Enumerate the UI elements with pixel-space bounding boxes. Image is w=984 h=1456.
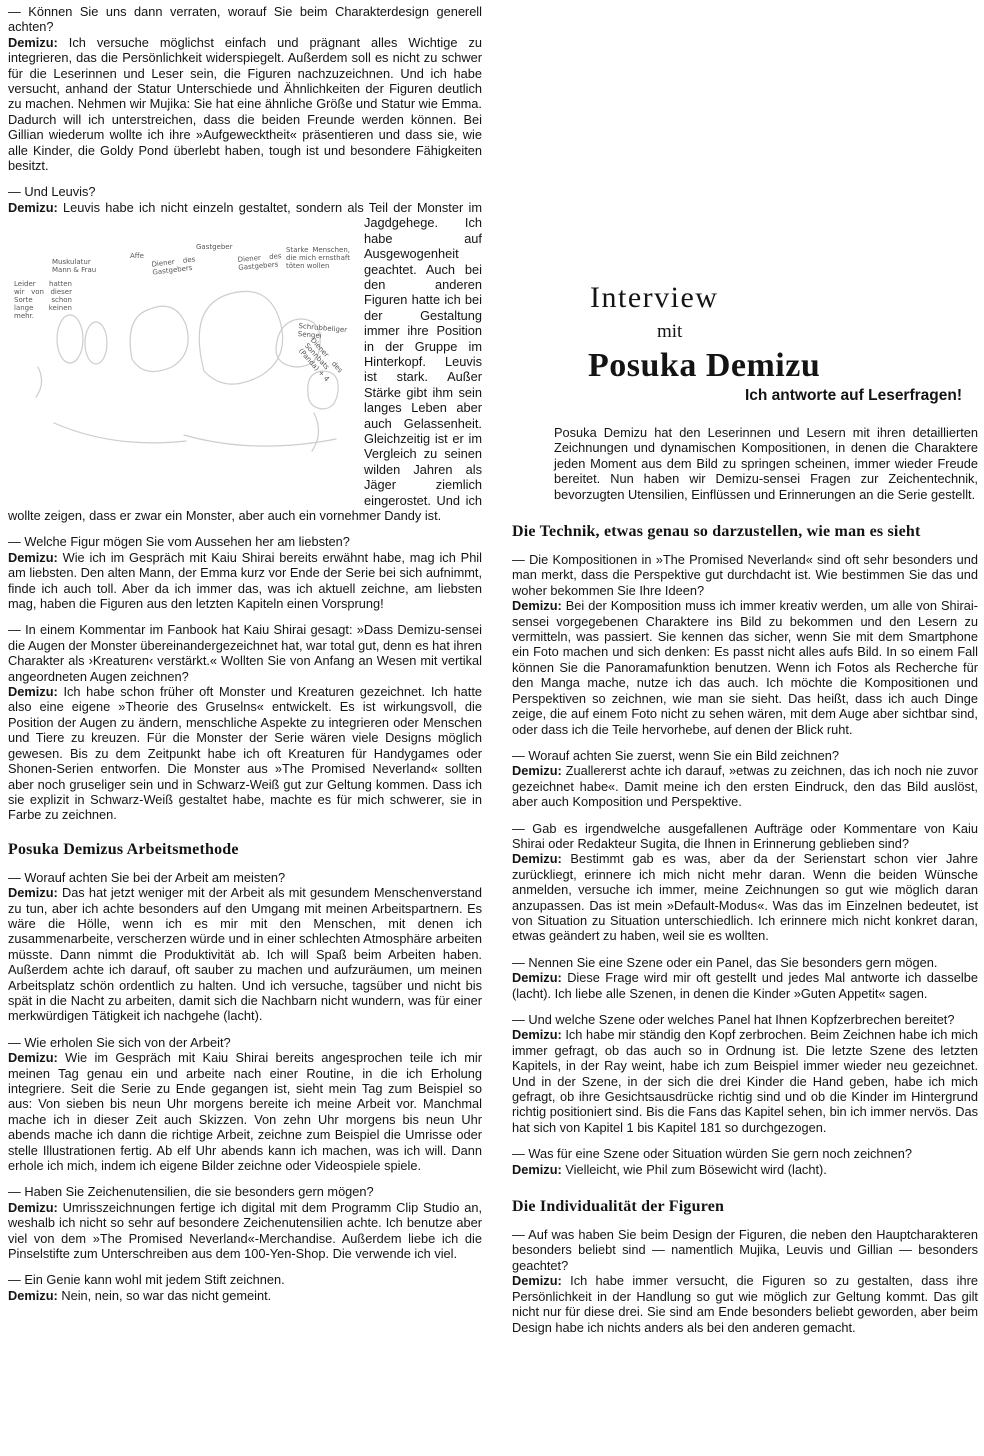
question: — In einem Kommentar im Fanbook hat Kaiu Shirai gesagt: »Dass Demizu-sensei die Augen der Monster übereinandergezeichnet hat, war total gut, denn es hat ihren Charakter als ›Kreaturen‹ verstärkt.« Wollten Sie von Anfang an Wesen mit vertikal angeordneten Augen zeichnen?: [8, 622, 482, 684]
answer-text: Bestimmt gab es was, aber da der Serienstart schon vier Jahre zurückliegt, erinnere ich mich nicht mehr daran. Wenn die beiden Wünsche anmelden, versuche ich immer, meine Zeichnungen so gut wie möglich daran anzupassen. Das ist mein »Default-Modus«. Was das im Einzelnen bedeutet, ist von Situation zu Situation unterschiedlich. Ich erinnere mich nicht konkret daran, etwas geändert zu haben, weil sie es wollten.: [512, 851, 978, 944]
question: — Was für eine Szene oder Situation würden Sie gern noch zeichnen?: [512, 1146, 913, 1162]
speaker-label: Demizu:: [512, 1027, 562, 1043]
answer: [512, 1273, 978, 1335]
answer: [8, 1288, 482, 1303]
answer: [8, 885, 482, 1024]
question: — Worauf achten Sie zuerst, wenn Sie ein Bild zeichnen?: [512, 747, 839, 763]
answer: [512, 851, 978, 943]
answer: [512, 598, 978, 737]
speaker-label: Demizu:: [8, 885, 58, 901]
sketch-caption: Diener des Sonnbats (Panda) + 4: [297, 336, 345, 384]
speaker-label: Demizu:: [512, 598, 562, 614]
answer-text: Nein, nein, so war das nicht gemeint.: [61, 1287, 272, 1303]
speaker-label: Demizu:: [512, 1273, 562, 1289]
answer-text: Ich versuche möglichst einfach und prägnant alles Wichtige zu integrieren, das die Persönlichkeit widerspiegelt. Außerdem soll es nicht zu schwer für die Leserinnen und Leser sein, die Figuren nachzuzeichnen. Und ich habe versucht, anhand der Statur Unterschiede und Ähnlichkeiten der Figuren deutlich zu machen. Nehmen wir Mujika: Sie hat eine ähnliche Größe und Statur wie Emma. Dadurch will ich unterstreichen, dass die beiden Freunde werden können. Bei Gillian wiederum wollte ich ihre »Aufgewecktheit« präsentieren und dass sie, wie alle Kinder, die Goldy Pond überlebt haben, tough ist und besondere Fähigkeiten besitzt.: [8, 34, 482, 174]
sketch-caption: Schrubbeliger Sengei: [297, 322, 348, 341]
sketch-caption: Diener des Gastgebers: [151, 255, 196, 277]
title-subtitle: Ich antworte auf Leserfragen!: [744, 387, 962, 404]
section-heading-arbeitsmethode: Posuka Demizus Arbeitsmethode: [8, 840, 239, 858]
sketch-caption: Gastgeber: [196, 243, 233, 252]
answer: [8, 550, 482, 612]
sketch-caption: Affe: [130, 252, 144, 261]
question: — Nennen Sie eine Szene oder ein Panel, das Sie besonders gern mögen.: [512, 954, 938, 970]
answer-text: Umrisszeichnungen fertige ich digital mit dem Programm Clip Studio an, weshalb ich nicht so sehr auf besondere Zeichenutensilien achte. Ich benutze aber viel von dem »The Promised Neverland«-Merchandise. Außerdem liebe ich die Pinselstifte zum Unterschreiben aus dem 100-Yen-Shop. Die verwende ich viel.: [8, 1199, 482, 1262]
sketch-caption: Starke Menschen, die mich ernsthaft töten wollen: [286, 246, 350, 270]
speaker-label: Demizu:: [8, 34, 58, 50]
question: — Können Sie uns dann verraten, worauf Sie beim Charakterdesign generell achten?: [8, 4, 482, 35]
answer-text: Ich habe immer versucht, die Figuren so zu gestalten, dass ihre Persönlichkeit in der Handlung so gut wie möglich zur Geltung kommt. Das gilt nicht nur für diese drei. Sie sind am Ende besonders beliebt geworden, aber beim Design habe ich nichts anders als bei den anderen gemacht.: [512, 1273, 978, 1335]
answer: [512, 1162, 978, 1177]
answer-text: Wie ich im Gespräch mit Kaiu Shirai bereits erwähnt habe, mag ich Phil am liebsten. Den alten Mann, der Emma kurz vor Ende der Serie bei sich aufnimmt, finde ich auch toll. Aber da ich immer das, was ich aktuell zeichne, am liebsten mag, haben die Figuren aus den letzten Kapiteln einen Vorsprung!: [8, 549, 482, 612]
answer-text: Das hat jetzt weniger mit der Arbeit als mit gesundem Menschenverstand zu tun, aber ich achte besonders auf den Umgang mit meinen Arbeitspartnern. Es wäre die Hölle, wenn ich es mir mit den Menschen, mit denen ich zusammenarbeite, verscherzen würde und in einer schlechten Atmosphäre arbeiten müsste. Dann nimmt die Produktivität ab. Ich will Spaß beim Arbeiten haben. Außerdem achte ich darauf, oft sauber zu machen und aufzuräumen, um meinen Arbeitsplatz schön ordentlich zu halten. Und ich versuche, tagsüber und nicht bis spät in die Nacht zu arbeiten, damit sich die Nachbarn nicht wundern, was für einer merkwürdigen Tätigkeit ich nachgehe (lacht).: [8, 885, 482, 1024]
title-block: [512, 282, 978, 405]
answer-text: im Jagdgehege. Ich habe auf Ausgewogenheit geachtet. Auch bei den anderen Figuren hatte ich bei der Gestaltung immer ihre Position in der Gruppe im Hinterkopf. Leuvis ist stark. Außer Stärke gibt ihm sein langes Leben aber auch Gelassenheit. Gleichzeitig ist er im Vergleich zu seinen wilden Jahren als Jäger ziemlich eingerostet. Und ich wollte zeigen, dass er zwar ein Monster, aber auch ein vornehmer Dandy ist.: [8, 199, 483, 523]
intro-paragraph: Posuka Demizu hat den Leserinnen und Lesern mit ihren detaillierten Zeichnungen und dynamischen Kompositionen, in denen die Charaktere jeden Moment aus dem Bild zu springen scheinen, immer wieder Freude bereitet. Nun haben wir Demizu-sensei Fragen zur Zeichentechnik, bevorzugten Utensilien, Einflüssen und Erinnerungen an die Serie gestellt.: [554, 425, 978, 502]
speaker-label: Demizu:: [8, 549, 58, 565]
question: — Ein Genie kann wohl mit jedem Stift zeichnen.: [8, 1272, 285, 1288]
answer-text: Leuvis habe ich nicht einzeln gestaltet, sondern als Teil der Monster: [63, 199, 464, 215]
speaker-label: Demizu:: [8, 684, 58, 700]
question: — Auf was haben Sie beim Design der Figuren, die neben den Hauptcharakteren besonders beliebt sind — namentlich Mujika, Leuvis und Gillian — besonders geachtet?: [512, 1227, 978, 1273]
question: — Wie erholen Sie sich von der Arbeit?: [8, 1034, 231, 1050]
answer: [512, 1027, 978, 1135]
question: — Und welche Szene oder welches Panel hat Ihnen Kopfzerbrechen bereitet?: [512, 1012, 955, 1027]
answer: [512, 970, 978, 1001]
title-interview: Interview: [590, 281, 719, 314]
question: — Haben Sie Zeichenutensilien, die sie besonders gern mögen?: [8, 1184, 374, 1200]
answer-text: Ich habe mir ständig den Kopf zerbrochen. Beim Zeichnen habe ich mich immer gefragt, ob das auch so in Ordnung ist. Die letzte Szene des letzten Kapitels, in der Ray weint, habe ich zum Beispiel immer wieder neu gezeichnet. Und in der Szene, in der sich die drei Kinder die Hand geben, habe ich mich gefragt, ob ihre Gesichtsausdrücke richtig sind und ob die Kinder im Hintergrund richtig positioniert sind. Bis die Fans das Kapitel sehen, bin ich immer nervös. Das hat sich von Kapitel 1 bis Kapitel 181 so durchgezogen.: [512, 1027, 978, 1135]
answer-text: Zuallererst achte ich darauf, »etwas zu zeichnen, das ich noch nie zuvor gezeichnet habe«. Damit meine ich den ersten Eindruck, den das Bild auslöst, aber auch Komposition und Perspektive.: [512, 763, 978, 810]
answer: [8, 1050, 482, 1173]
sketch-caption: Diener des Gastgebers: [237, 252, 282, 273]
answer-text: Vielleicht, wie Phil zum Bösewicht wird (lacht).: [565, 1161, 827, 1177]
question: — Worauf achten Sie bei der Arbeit am meisten?: [8, 869, 286, 885]
answer: [8, 35, 482, 174]
speaker-label: Demizu:: [512, 763, 562, 779]
answer-text: Wie im Gespräch mit Kaiu Shirai bereits angesprochen teile ich mir meinen Tag genau ein und arbeite nach einer Routine, in die ich Erholung integriere. Seit die Serie zu Ende gegangen ist, sieht mein Tag zum Beispiel so aus: Von sieben bis neun Uhr morgens bereite ich meine Arbeit vor. Manchmal mache ich in dieser Zeit auch Skizzen. Von zehn Uhr morgens bis neun Uhr abends mache ich dann die richtige Arbeit, zeichne zum Beispiel die Umrisse oder stelle Illustrationen fertig. Ab elf Uhr abends kann ich machen, was ich will. Dann erhole ich mich, indem ich eigene Bilder zeichne oder Videospiele spiele.: [8, 1050, 482, 1174]
answer: [8, 684, 482, 823]
question: — Und Leuvis?: [8, 184, 96, 200]
speaker-label: Demizu:: [8, 1050, 58, 1066]
answer-text: Diese Frage wird mir oft gestellt und jedes Mal antworte ich dasselbe (lacht). Ich liebe alle Szenen, in denen die Kinder »Guten Appetit« sagen.: [512, 970, 978, 1001]
sketch-caption: Muskulatur Mann & Frau: [52, 258, 97, 275]
speaker-label: Demizu:: [512, 1161, 562, 1177]
answer-text: Ich habe schon früher oft Monster und Kreaturen gezeichnet. Ich hatte also eine eigene »Theorie des Gruselns« entwickelt. Es ist wirkungsvoll, die Position der Augen zu ändern, menschliche Aspekte zu integrieren oder Menschen und Tiere zu kreuzen. Für die Monster der Serie wären viele Designs möglich gewesen. Bis zu dem Zeitpunkt habe ich oft Kreaturen für Handygames oder Shonen-Serien entworfen. Die Monster aus »The Promised Neverland« sollten aber noch gruseliger sein und in Schwarz-Weiß gut zur Geltung kommen. Dass ich sie explizit in Schwarz-Weiß gestaltet habe, machte es für mich schwerer, sie in Farbe zu zeichnen.: [8, 684, 482, 823]
question: — Welche Figur mögen Sie vom Aussehen her am liebsten?: [8, 534, 350, 550]
section-heading-technik: Die Technik, etwas genau so darzustellen, wie man es sieht: [512, 523, 921, 541]
speaker-label: Demizu:: [8, 199, 58, 215]
section-heading-individualitaet: Die Individualität der Figuren: [512, 1198, 725, 1216]
speaker-label: Demizu:: [512, 851, 562, 867]
speaker-label: Demizu:: [8, 1199, 58, 1215]
title-posuka-demizu: Posuka Demizu: [588, 347, 821, 384]
answer: [512, 763, 978, 809]
answer: [8, 1200, 482, 1262]
question: — Gab es irgendwelche ausgefallenen Aufträge oder Kommentare von Kaiu Shirai oder Redakteur Sugita, die Ihnen in Erinnerung geblieben sind?: [512, 820, 978, 851]
speaker-label: Demizu:: [512, 970, 562, 986]
monster-group-sketch: [8, 217, 354, 505]
sketch-caption: Leider hatten wir von dieser Sorte schon lange keinen mehr.: [14, 280, 72, 320]
title-mit: mit: [657, 321, 683, 342]
speaker-label: Demizu:: [8, 1287, 58, 1303]
answer-text: Bei der Komposition muss ich immer kreativ werden, um alle von Shirai-sensei vorgegebenen Charaktere ins Bild zu bekommen und den Lesern zu vermitteln, was passiert. Sie kennen das sicher, wenn Sie mit dem Smartphone ein Foto machen und sich denken: Es passt nicht alles aufs Bild. In so einem Fall können Sie die Panoramafunktion benutzen. Wenn ich Fotos als Recherche für den Manga mache, nutze ich das auch. Ich möchte die Kompositionen und Perspektiven so zeichnen, wie man sie sieht. Das heißt, dass ich auch Dinge zeige, die auf einem Foto nicht zu sehen wären, mit dem Auge aber sichtbar sind, oder dass ich die Teile hervorhebe, auf denen der Blick ruht.: [512, 598, 978, 737]
answer-with-sketch: [8, 200, 482, 524]
question: — Die Kompositionen in »The Promised Neverland« sind oft sehr besonders und man merkt, dass die Perspektive gut durchdacht ist. Wie bestimmen Sie das und woher bekommen Sie Ihre Ideen?: [512, 552, 978, 598]
right-column: [512, 0, 978, 1335]
left-column: [8, 0, 482, 1303]
